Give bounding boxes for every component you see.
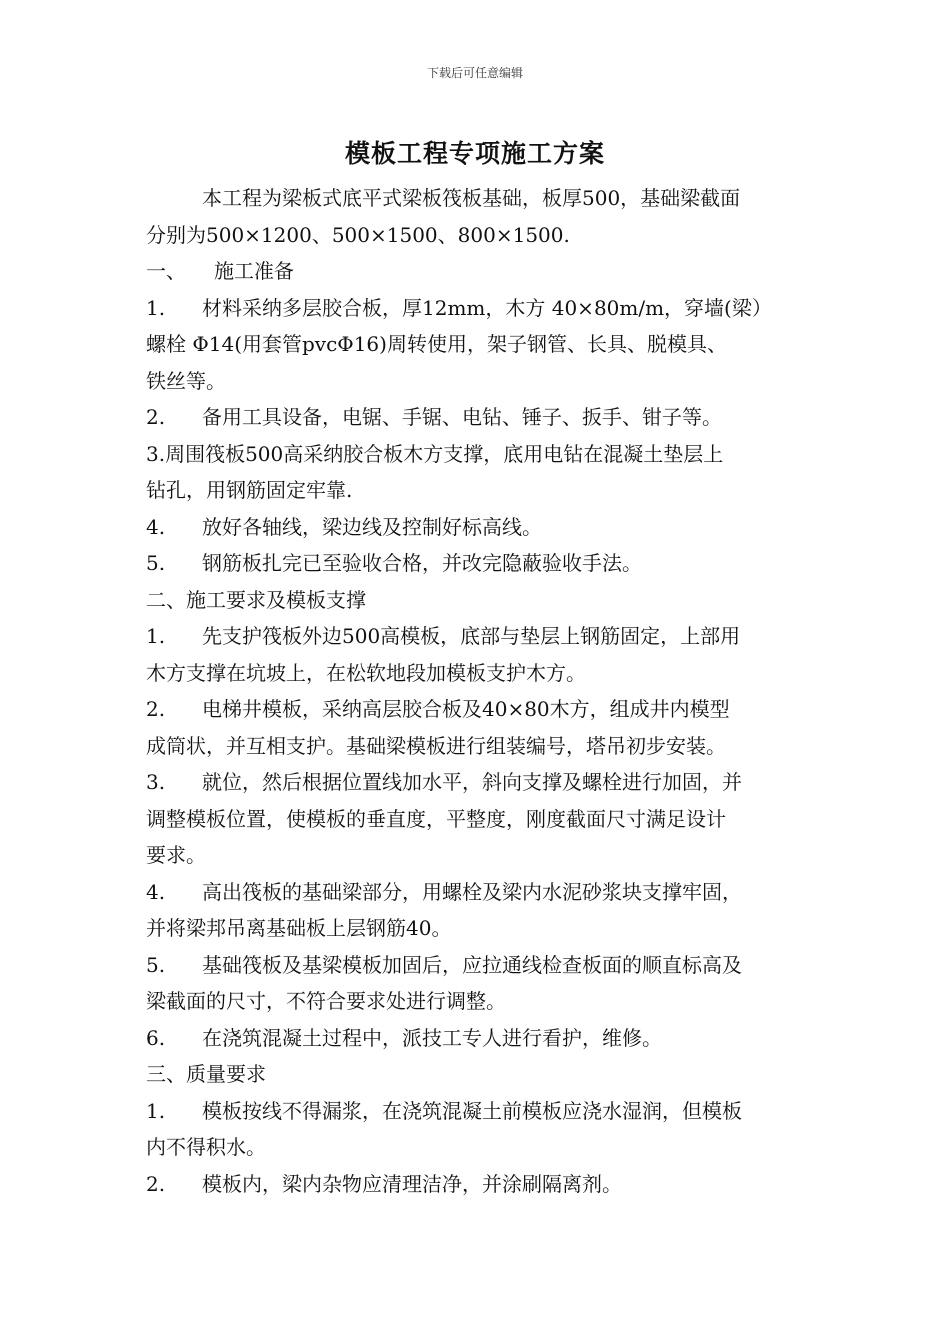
list-item: [146, 1166, 810, 1203]
document-body: [146, 180, 810, 1202]
item-text: 钢筋板扎完已至验收合格，并改完隐蔽验收手法。: [202, 551, 642, 575]
item-number: 2.: [146, 1171, 166, 1196]
list-item: [146, 399, 810, 436]
intro-line: 本工程为梁板式底平式梁板筏板基础，板厚500，基础梁截面: [202, 186, 741, 210]
item-number: 6.: [146, 1025, 166, 1050]
list-item-continuation: 螺栓 Φ14(用套管pvcΦ16)周转使用，架子钢管、长具、脱模具、: [146, 332, 727, 356]
item-number: 1.: [146, 1098, 166, 1123]
item-number: 4.: [146, 514, 166, 539]
section-heading: 三、质量要求: [146, 1062, 266, 1086]
item-number: 5.: [146, 551, 166, 575]
list-item-continuation: 铁丝等。: [146, 368, 226, 393]
section-heading: [146, 253, 810, 290]
list-item-continuation: 并将梁邦吊离基础板上层钢筋40。: [146, 916, 452, 940]
item-number: 2.: [146, 697, 166, 721]
intro-line: 分别为500×1200、500×1500、800×1500.: [146, 222, 570, 247]
list-item: [146, 1093, 810, 1130]
list-item: [146, 947, 810, 984]
item-number: 3.: [146, 770, 166, 794]
item-text: 基础筏板及基梁模板加固后，应拉通线检查板面的顺直标高及: [202, 952, 742, 977]
list-item: [146, 1020, 810, 1057]
list-item-continuation: 钻孔，用钢筋固定牢靠.: [146, 478, 353, 502]
item-text: 就位，然后根据位置线加水平，斜向支撑及螺栓进行加固，并: [202, 770, 742, 794]
section-heading-text: 施工准备: [214, 259, 294, 283]
list-item-continuation: 调整模板位置，使模板的垂直度，平整度，刚度截面尺寸满足设计: [146, 806, 726, 831]
item-text: 模板按线不得漏浆，在浇筑混凝土前模板应浇水湿润，但模板: [202, 1098, 742, 1123]
item-text: 先支护筏板外边500高模板，底部与垫层上钢筋固定，上部用: [202, 624, 741, 648]
item-text: 电梯井模板，采纳高层胶合板及40×80木方，组成井内模型: [202, 697, 730, 721]
list-item-continuation: 梁截面的尺寸，不符合要求处进行调整。: [146, 989, 506, 1013]
list-item: [146, 874, 810, 911]
list-item: [146, 290, 810, 327]
list-item: [146, 545, 810, 582]
item-number: 2.: [146, 405, 166, 429]
list-item: [146, 618, 810, 655]
list-item: 3.周围筏板500高采纳胶合板木方支撑，底用电钻在混凝土垫层上: [146, 441, 724, 466]
list-item-continuation: 木方支撑在坑坡上，在松软地段加模板支护木方。: [146, 660, 586, 685]
item-text: 模板内，梁内杂物应清理洁净，并涂刷隔离剂。: [202, 1171, 622, 1196]
list-item-continuation: 要求。: [146, 843, 206, 867]
list-item-continuation: 内不得积水。: [146, 1135, 266, 1159]
item-number: 1.: [146, 295, 166, 320]
list-item: [146, 764, 810, 801]
page-title: 模板工程专项施工方案: [344, 139, 605, 168]
item-text: 备用工具设备，电锯、手锯、电钻、锤子、扳手、钳子等。: [202, 405, 722, 429]
list-item: [146, 691, 810, 728]
section-number: 一、: [146, 259, 186, 283]
list-item-continuation: 成筒状，并互相支护。基础梁模板进行组装编号，塔吊初步安装。: [146, 733, 726, 758]
list-item: [146, 509, 810, 546]
item-text: 放好各轴线，梁边线及控制好标高线。: [202, 514, 542, 539]
item-number: 1.: [146, 624, 166, 648]
section-heading: 二、施工要求及模板支撑: [146, 587, 366, 612]
header-note: 下载后可任意编辑: [426, 66, 523, 80]
item-number: 4.: [146, 879, 166, 904]
item-text: 高出筏板的基础梁部分，用螺栓及梁内水泥砂浆块支撑牢固，: [202, 879, 742, 904]
item-number: 5.: [146, 952, 166, 977]
item-text: 在浇筑混凝土过程中，派技工专人进行看护，维修。: [202, 1025, 662, 1050]
item-text: 材料采纳多层胶合板，厚12mm，木方 40×80m/m，穿墙(梁）: [202, 295, 772, 320]
